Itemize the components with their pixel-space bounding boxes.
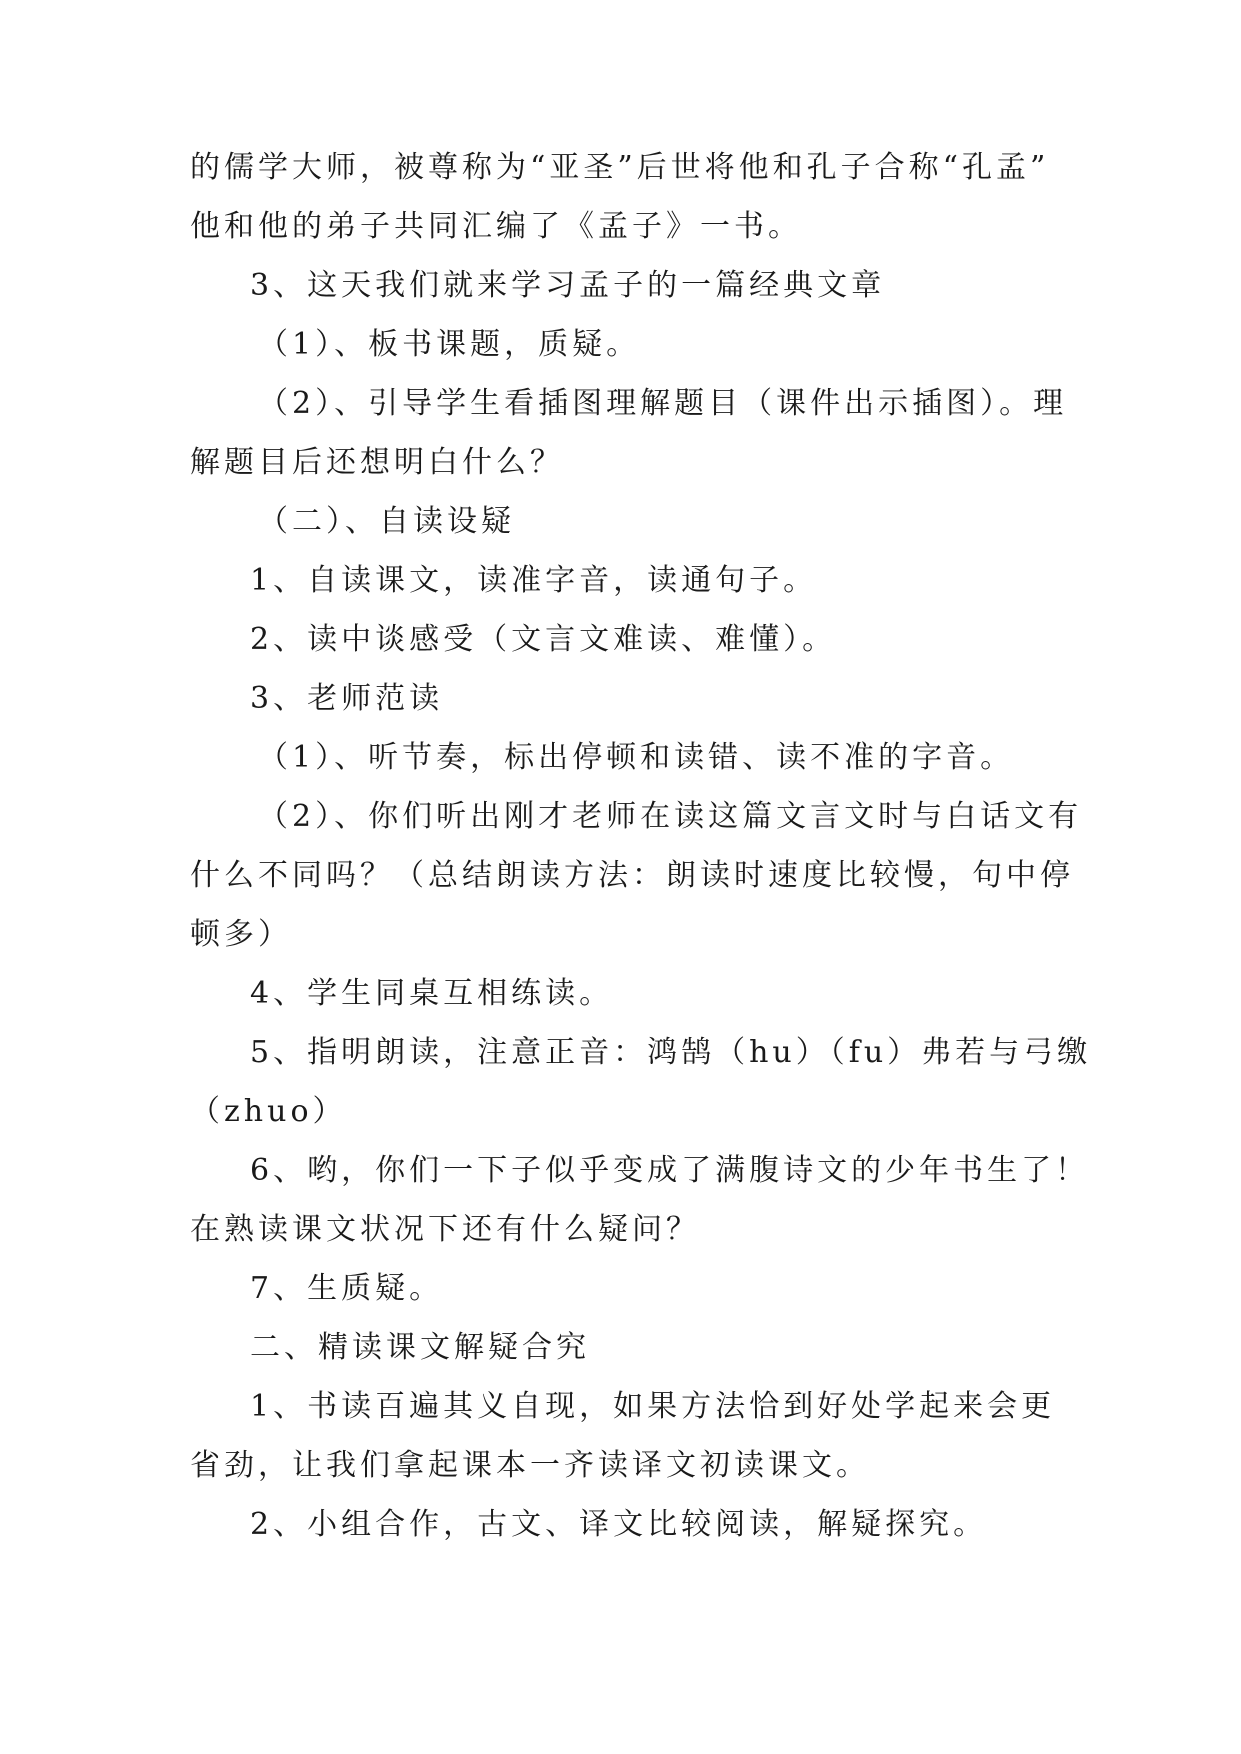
text-line: 二、精读课文解疑合究 (250, 1330, 590, 1365)
text-line: 顿多） (190, 917, 292, 952)
text-line: 的儒学大师，被尊称为“亚圣”后世将他和孔子合称“孔孟” (190, 150, 1050, 185)
text-line: 在熟读课文状况下还有什么疑问？ (190, 1212, 700, 1247)
text-line: （1）、板书课题，质疑。 (258, 327, 641, 362)
text-line: 4、学生同桌互相练读。 (250, 976, 614, 1011)
text-line: 2、小组合作，古文、译文比较阅读，解疑探究。 (250, 1507, 988, 1542)
text-line: （2）、你们听出刚才老师在读这篇文言文时与白话文有 (258, 799, 1083, 834)
text-line: 3、老师范读 (250, 681, 444, 716)
text-line: 1、书读百遍其义自现，如果方法恰到好处学起来会更 (250, 1389, 1056, 1424)
text-line: （zhuo） (190, 1094, 347, 1129)
text-line: 他和他的弟子共同汇编了《孟子》一书。 (190, 209, 802, 244)
text-line: 2、读中谈感受（文言文难读、难懂）。 (250, 622, 837, 657)
text-line: 3、这天我们就来学习孟子的一篇经典文章 (250, 268, 886, 303)
text-line: （2）、引导学生看插图理解题目（课件出示插图）。理 (258, 386, 1068, 421)
text-line: 省劲，让我们拿起课本一齐读译文初读课文。 (190, 1448, 870, 1483)
text-line: 7、生质疑。 (250, 1271, 444, 1306)
text-line: 什么不同吗？（总结朗读方法：朗读时速度比较慢，句中停 (190, 858, 1074, 893)
text-line: （二）、自读设疑 (258, 504, 515, 539)
text-line: （1）、听节奏，标出停顿和读错、读不准的字音。 (258, 740, 1015, 775)
text-line: 1、自读课文，读准字音，读通句子。 (250, 563, 818, 598)
text-line: 5、指明朗读，注意正音：鸿鹄（hu）（fu）弗若与弓缴 (250, 1035, 1092, 1070)
text-line: 6、哟，你们一下子似乎变成了满腹诗文的少年书生了！ (250, 1153, 1090, 1188)
text-line: 解题目后还想明白什么？ (190, 445, 564, 480)
